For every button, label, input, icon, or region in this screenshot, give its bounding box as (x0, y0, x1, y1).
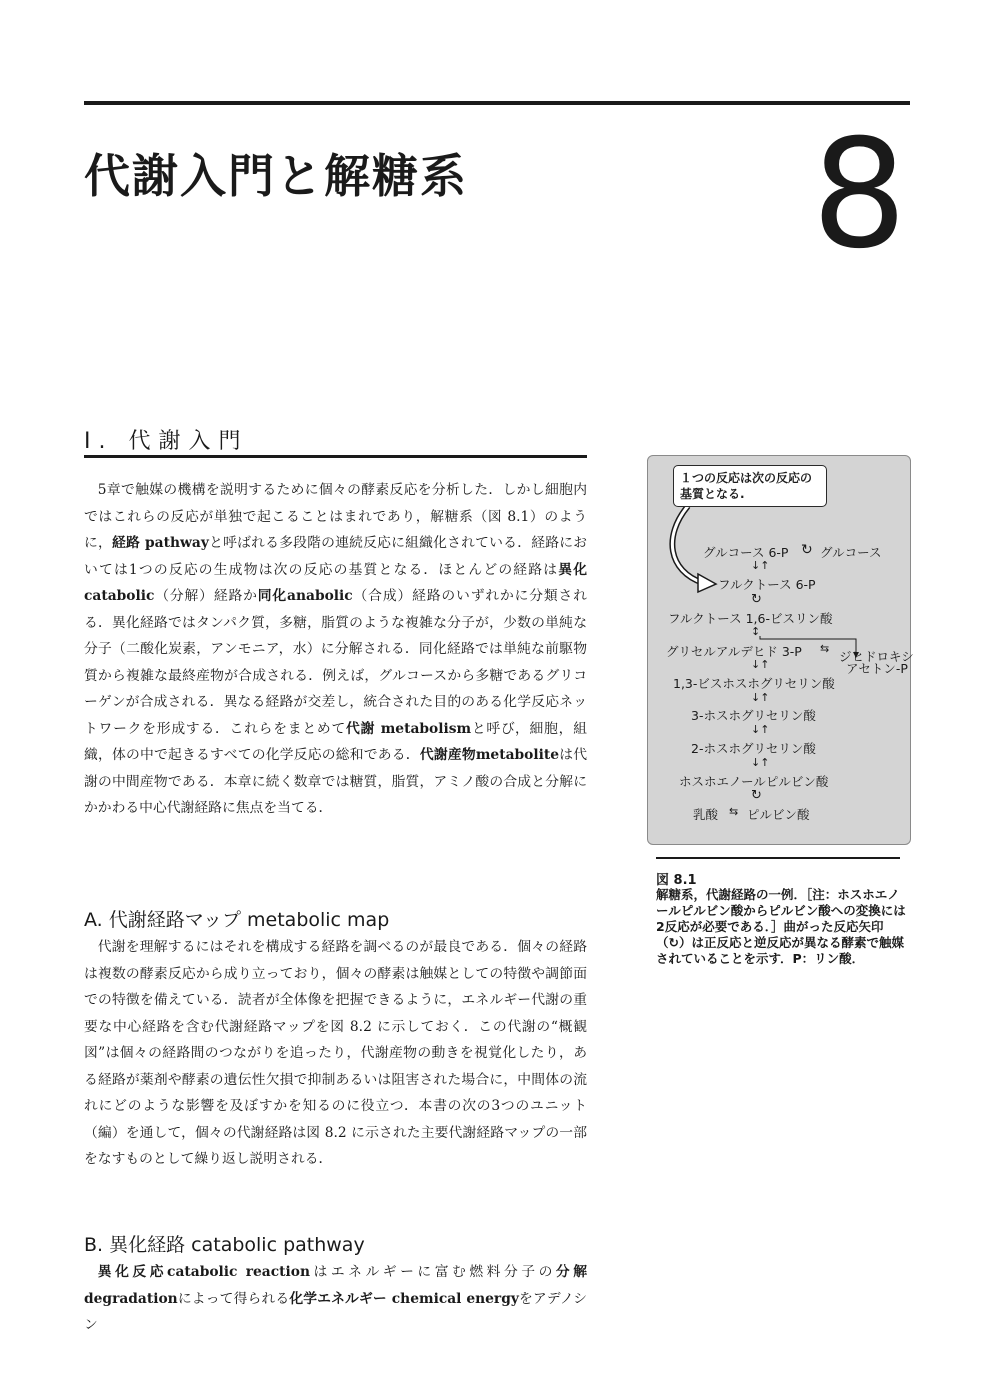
reversible-arrow-icon: ↓↑ (751, 559, 770, 572)
section-heading: I. 代謝入門 (84, 429, 249, 454)
figure-callout: １つの反応は次の反応の基質となる. (673, 465, 827, 507)
curved-arrow-icon: ↻ (751, 592, 762, 607)
subsection-b-heading: B. 異化経路 catabolic pathway (84, 1234, 365, 1256)
step-2-pg: 2-ホスホグリセリン酸 (691, 741, 816, 756)
reversible-arrow-icon: ↓↑ (751, 756, 770, 769)
section-rule (84, 455, 587, 458)
figure-caption: 解糖系，代謝経路の一例．［注：ホスホエノールピルビン酸からピルビン酸への変換には2反応が必要である．］曲がった反応矢印（↻）は正反応と逆反応が異なる酵素で触媒されていることを示す．P：リン酸． (656, 887, 906, 966)
step-13-bpg: 1,3-ビスホスホグリセリン酸 (673, 676, 835, 691)
curved-arrow-icon: ↻ (751, 788, 762, 803)
reversible-arrow-icon: ↕ (751, 625, 761, 638)
intro-paragraph: 5章で触媒の機構を説明するために個々の酵素反応を分析した．しかし細胞内ではこれらの反応が単独で起こることはまれであり，解糖系（図 8.1）のように，経路 pathwayと呼ばれる多段階の連続反応に組織化されている．経路においては1つの反応の生成物は次の反応の基質となる．ほとんどの経路は異化catabolic（分解）経路か同化anabolic（合成）経路のいずれかに分類される．異化経路ではタンパク質，多糖，脂質のような複雑な分子が，少数の単純な分子（二酸化炭素，アンモニア，水）に分解される．同化経路では単純な前駆物質から複雑な最終産物が合成される．例えば，グルコースから多糖であるグリコーゲンが合成される．異なる経路が交差し，統合された目的のある化学反応ネットワークを形成する．これらをまとめて代謝 metabolismと呼び，細胞，組織，体の中で起きるすべての化学反応の総和である．代謝産物metaboliteは代謝の中間産物である．本章に続く数章では糖質，脂質，アミノ酸の合成と分解にかかわる中心代謝経路に焦点を当てる． (84, 482, 588, 816)
step-pep: ホスホエノールピルビン酸 (679, 774, 829, 789)
reversible-arrow-icon: ⇆ (729, 805, 739, 818)
step-dhap-line2: アセトン-P (846, 661, 908, 676)
figure-caption-title: 図 8.1 (656, 873, 697, 888)
glycolysis-figure (647, 455, 914, 845)
step-fructose-6p: フルクトース 6-P (718, 577, 816, 592)
reversible-arrow-icon: ↓↑ (751, 691, 770, 704)
subsection-a-paragraph: 代謝を理解するにはそれを構成する経路を調べるのが最良である．個々の経路は複数の酵素反応から成り立っており，個々の酵素は触媒としての特徴や調節面での特徴を備えている．読者が全体像を把握できるように，エネルギー代謝の重要な中心経路を含む代謝経路マップを図 8.2 に示しておく．この代謝の“概観図”は個々の経路間のつながりを追ったり，代謝産物の動きを視覚化したり，ある経路が薬剤や酵素の遺伝性欠損で抑制あるいは阻害された場合に，中間体の流れにどのような影響を及ぼすかを知るのに役立つ．本書の次の3つのユニット（編）を通して，個々の代謝経路は図 8.2 に示された主要代謝経路マップの一部をなすものとして繰り返し説明される． (84, 939, 587, 1167)
step-pyruvate: ピルビン酸 (747, 807, 810, 822)
step-glucose: グルコース (820, 545, 882, 560)
step-dhap-line1: ジヒドロキシ (839, 649, 914, 664)
chapter-title: 代謝入門と解糖系 (84, 149, 468, 203)
subsection-a-heading: A. 代謝経路マップ metabolic map (84, 909, 390, 931)
curved-arrow-icon: ↻ (801, 542, 813, 558)
reversible-arrow-icon: ↓↑ (751, 658, 770, 671)
step-lactate: 乳酸 (693, 807, 719, 822)
reversible-arrow-icon: ⇆ (820, 642, 830, 655)
step-glyceraldehyde-3p: グリセルアルデヒド 3-P (666, 644, 802, 659)
subsection-b-paragraph: 異化反応catabolic reactionはエネルギーに富む燃料分子の分解 degradationによって得られる化学エネルギー chemical energyをアデノシン (84, 1264, 587, 1333)
step-3-pg: 3-ホスホグリセリン酸 (691, 708, 816, 723)
step-glucose-6p: グルコース 6-P (703, 545, 789, 560)
chapter-number: 8 (811, 108, 907, 282)
reversible-arrow-icon: ↓↑ (751, 723, 770, 736)
caption-rule (656, 857, 900, 859)
step-fructose-16bp: フルクトース 1,6-ビスリン酸 (668, 611, 833, 626)
top-rule (84, 101, 910, 105)
